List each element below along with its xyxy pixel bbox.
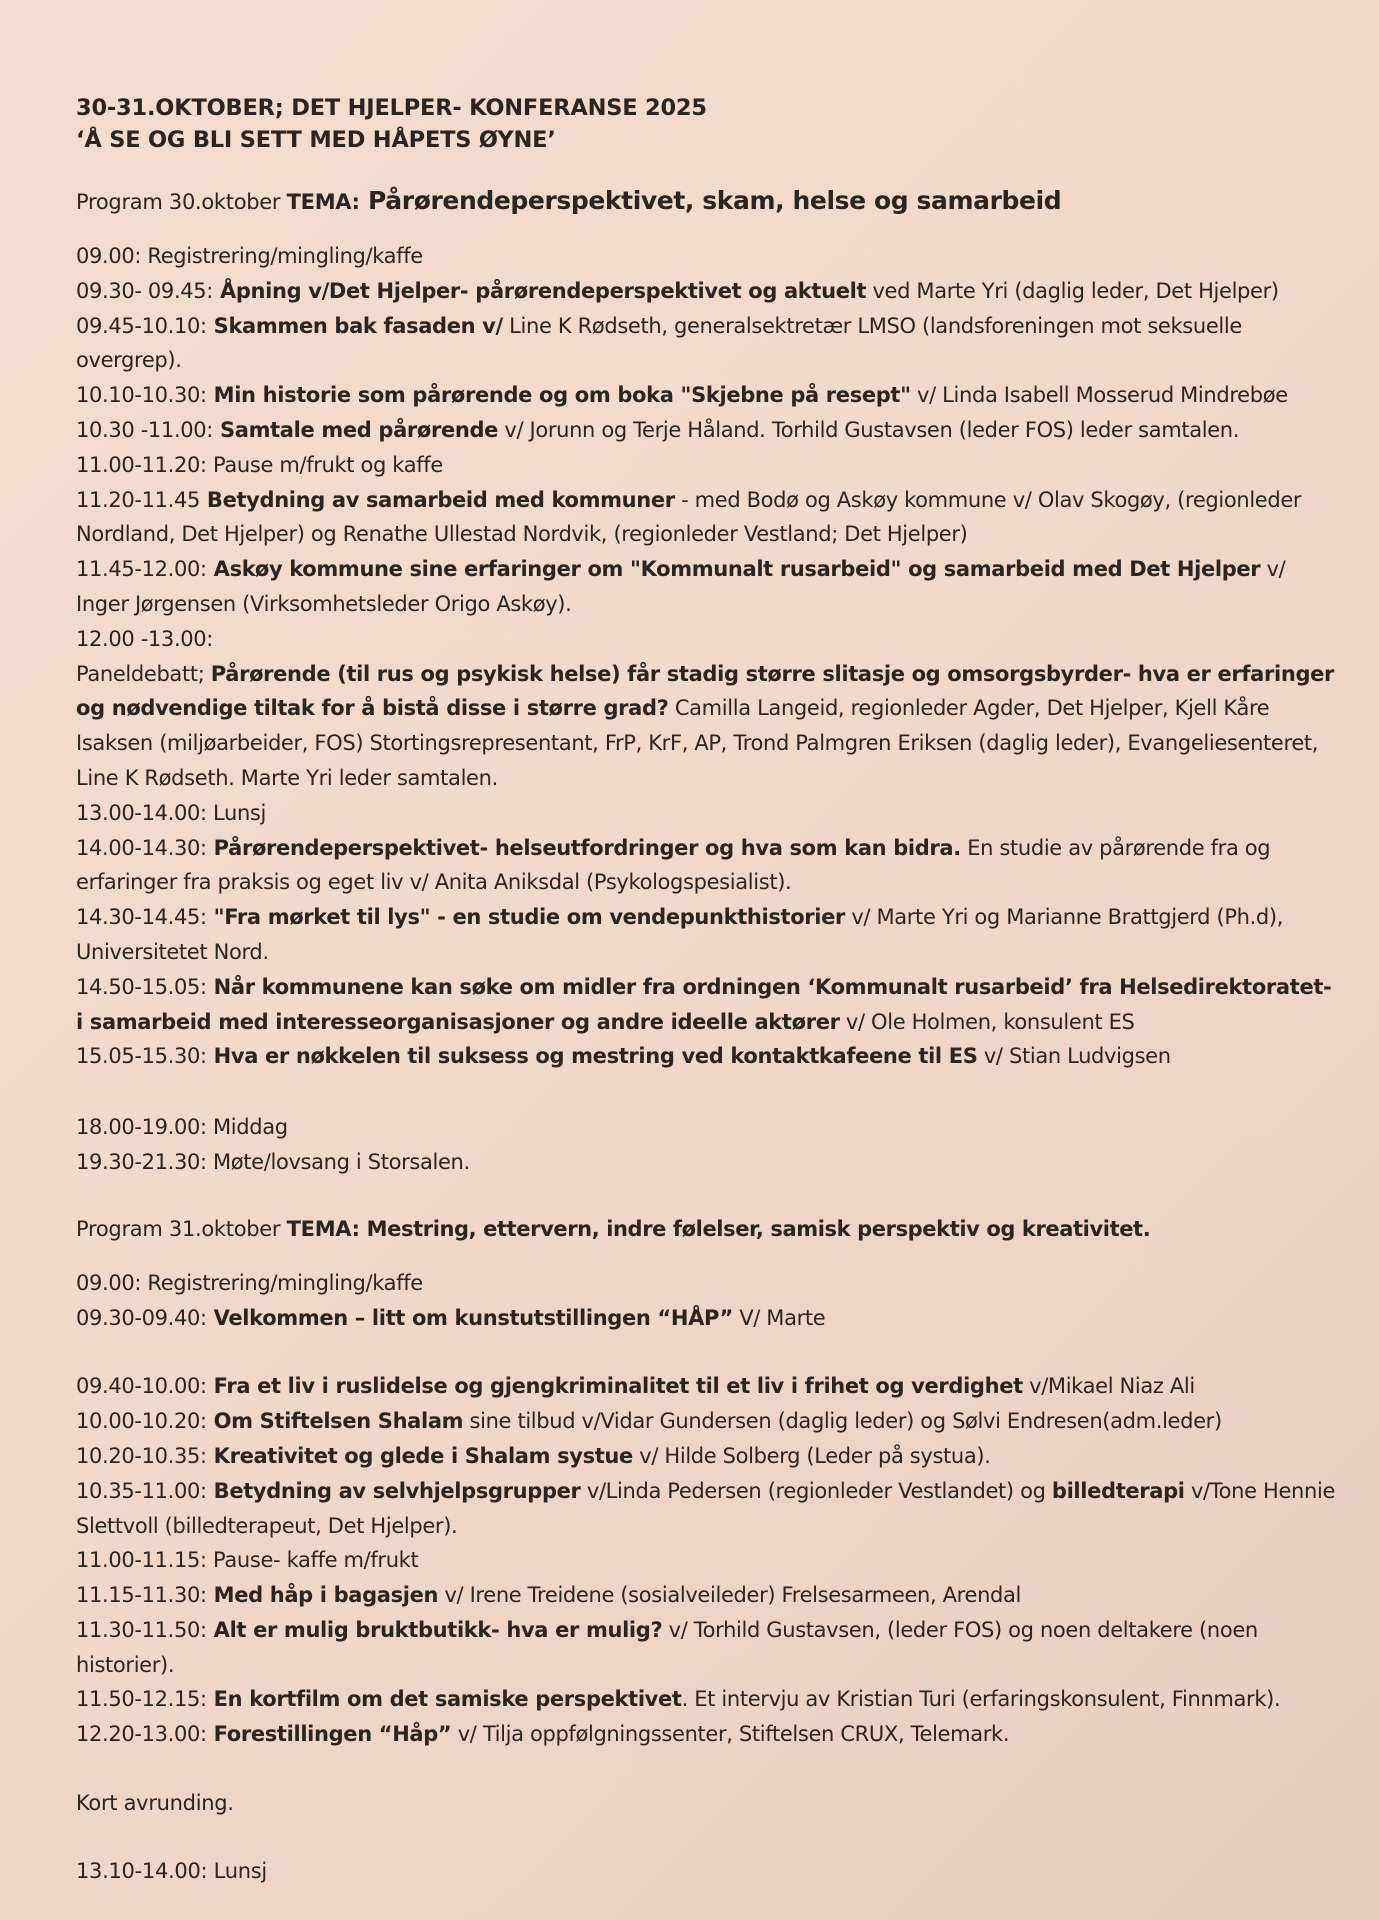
agenda-item: [76, 622, 1339, 657]
agenda-time: 09.40-10.00:: [76, 1374, 207, 1399]
day1-theme: Pårørendeperspektivet, skam, helse og samarbeid: [359, 186, 1062, 215]
day2-agenda-opening: [76, 1266, 1339, 1336]
agenda-time: 12.00 -13.00:: [76, 626, 214, 651]
agenda-time: 19.30-21.30:: [76, 1149, 207, 1174]
agenda-session-title: Hva er nøkkelen til suksess og mestring ved kontaktkafeene til ES: [206, 1044, 978, 1069]
agenda-text: v/ Ole Holmen, konsulent ES: [839, 1009, 1135, 1034]
agenda-time: 11.00-11.15:: [76, 1548, 207, 1573]
agenda-item: [76, 448, 1339, 483]
agenda-item: [76, 1039, 1339, 1074]
agenda-item: [76, 1578, 1339, 1613]
closing-note: Kort avrunding.: [76, 1791, 234, 1816]
agenda-text: Lunsj: [206, 800, 267, 825]
agenda-item: [76, 900, 1339, 970]
agenda-text: V/ Marte: [732, 1305, 826, 1330]
day2-heading: [76, 1214, 1339, 1244]
agenda-time: 14.00-14.30:: [76, 835, 207, 860]
agenda-item: [76, 274, 1339, 309]
agenda-time: 11.45-12.00:: [76, 557, 207, 582]
agenda-session-title: Åpning v/Det Hjelper- pårørendeperspektivet og aktuelt: [213, 278, 867, 303]
agenda-item: [76, 309, 1339, 379]
agenda-item: [76, 378, 1339, 413]
agenda-text: v/Tone Hennie Slettvoll (billedterapeut, Det Hjelper).: [76, 1478, 1336, 1538]
agenda-item: [76, 483, 1339, 553]
day2-program-label: Program 31.oktober: [76, 1216, 287, 1241]
agenda-text: v/ Torhild Gustavsen, (leder FOS) og noen deltakere (noen historier).: [76, 1617, 1258, 1677]
agenda-text: v/ Linda Isabell Mosserud Mindrebøe: [910, 383, 1288, 408]
agenda-time: 14.30-14.45:: [76, 905, 207, 930]
agenda-session-title: Om Stiftelsen Shalam: [206, 1409, 464, 1434]
agenda-text: . Et intervju av Kristian Turi (erfaringskonsulent, Finnmark).: [681, 1687, 1281, 1712]
day1-theme-label: TEMA:: [286, 190, 360, 214]
agenda-item: [76, 796, 1339, 831]
agenda-session-title: Kreativitet og glede i Shalam systue: [206, 1443, 633, 1468]
agenda-time: 10.35-11.00:: [76, 1478, 207, 1503]
agenda-item: [76, 1110, 1339, 1145]
agenda-time: 11.30-11.50:: [76, 1617, 207, 1642]
agenda-text: Middag: [206, 1115, 288, 1140]
agenda-item: [76, 1369, 1339, 1404]
agenda-session-title: Min historie som pårørende og om boka "Skjebne på resept": [206, 383, 911, 408]
agenda-text: Registrering/mingling/kaffe: [141, 244, 423, 268]
agenda-session-title: Velkommen – litt om kunstutstillingen “HÅP”: [206, 1305, 733, 1330]
agenda-item: [76, 1301, 1339, 1336]
agenda-text: Pause- kaffe m/frukt: [206, 1548, 419, 1573]
agenda-text: En studie av pårørende fra og erfaringer fra praksis og eget liv v/ Anita Aniksdal (Psykologspesialist).: [76, 835, 1271, 895]
agenda-time: 09.00:: [76, 244, 142, 268]
agenda-text: Pause m/frukt og kaffe: [206, 452, 443, 477]
day1-agenda: [76, 239, 1339, 1074]
agenda-item: [76, 1145, 1339, 1180]
agenda-item: [76, 239, 1339, 274]
agenda-text: Registrering/mingling/kaffe: [141, 1270, 423, 1295]
agenda-session-title: Betydning av samarbeid med kommuner: [199, 487, 675, 512]
agenda-text: sine tilbud v/Vidar Gundersen (daglig leder) og Sølvi Endresen(adm.leder): [463, 1409, 1222, 1434]
agenda-session-title: Fra et liv i ruslidelse og gjengkriminalitet til et liv i frihet og verdighet: [206, 1374, 1023, 1399]
day2-agenda-sessions: [76, 1369, 1339, 1752]
agenda-text: v/Linda Pedersen (regionleder Vestlandet) og: [580, 1478, 1052, 1503]
agenda-session-title: Skammen bak fasaden v/: [206, 313, 503, 338]
day2-theme: Mestring, ettervern, indre følelser, samisk perspektiv og kreativitet.: [359, 1216, 1151, 1241]
agenda-text: v/ Hilde Solberg (Leder på systua).: [632, 1443, 991, 1468]
agenda-session-title: Når kommunene kan søke om midler fra ordningen ‘Kommunalt rusarbeid’ fra Helsedirektoratet- i samarbeid med interesseorganisasjoner og andre ideelle aktører: [76, 974, 1332, 1034]
agenda-text: v/Mikael Niaz Ali: [1022, 1374, 1195, 1399]
agenda-time: 09.30- 09.45:: [76, 278, 214, 303]
agenda-item: [76, 1613, 1339, 1683]
agenda-item: [76, 657, 1339, 796]
agenda-time: 10.10-10.30:: [76, 383, 207, 408]
agenda-time: 10.00-10.20:: [76, 1409, 207, 1434]
agenda-time: 18.00-19.00:: [76, 1115, 207, 1140]
conference-title-line-2: ‘Å SE OG BLI SETT MED HÅPETS ØYNE’: [76, 127, 556, 153]
agenda-item: [76, 1439, 1339, 1474]
agenda-item: [76, 831, 1339, 901]
agenda-session-title: Pårørendeperspektivet- helseutfordringer og hva som kan bidra.: [206, 835, 961, 860]
agenda-text: v/ Marte Yri og Marianne Brattgjerd (Ph.d), Universitetet Nord.: [76, 905, 1284, 964]
agenda-text: Camilla Langeid, regionleder Agder, Det Hjelper, Kjell Kåre Isaksen (miljøarbeider, FOS) Stortingsrepresentant, FrP, KrF, AP, Trond Palmgren Eriksen (daglig leder), Evangeliesenteret, Line K Rødseth. Marte Yri leder samtalen.: [76, 696, 1319, 790]
day1-program-label: Program 30.oktober: [76, 190, 287, 214]
agenda-text: Line K Rødseth, generalsektretær LMSO (landsforeningen mot seksuelle overgrep).: [76, 313, 1242, 373]
agenda-time: 11.20-11.45: [76, 487, 200, 512]
agenda-session-title: billedterapi: [1051, 1478, 1185, 1503]
agenda-time: 11.15-11.30:: [76, 1583, 207, 1608]
conference-title: [76, 92, 1339, 156]
day1-heading: [76, 186, 1339, 217]
agenda-time: 12.20-13.00:: [76, 1722, 207, 1747]
agenda-text: - med Bodø og Askøy kommune v/ Olav Skogøy, (regionleder Nordland, Det Hjelper) og Renathe Ullestad Nordvik, (regionleder Vestland; Det Hjelper): [76, 487, 1302, 547]
day2-theme-label: TEMA:: [286, 1216, 360, 1241]
agenda-time: 09.45-10.10:: [76, 313, 207, 338]
agenda-item: [76, 552, 1339, 622]
agenda-text: Paneldebatt;: [76, 661, 211, 686]
conference-title-line-1: 30-31.OKTOBER; DET HJELPER- KONFERANSE 2025: [76, 95, 707, 121]
closing-lunch: 13.10-14.00: Lunsj: [76, 1859, 267, 1884]
agenda-session-title: Pårørende (til rus og psykisk helse) får stadig større slitasje og omsorgsbyrder- hva er erfaringer og nødvendige tiltak for å bistå disse i større grad?: [76, 661, 1335, 721]
agenda-time: 09.00:: [76, 1270, 142, 1295]
agenda-session-title: Askøy kommune sine erfaringer om "Kommunalt rusarbeid" og samarbeid med Det Hjelper: [206, 557, 1261, 582]
agenda-item: [76, 1682, 1339, 1717]
agenda-session-title: En kortfilm om det samiske perspektivet: [206, 1687, 682, 1712]
agenda-session-title: Betydning av selvhjelpsgrupper: [206, 1478, 581, 1503]
agenda-item: [76, 1266, 1339, 1301]
agenda-session-title: Alt er mulig bruktbutikk- hva er mulig?: [206, 1617, 663, 1642]
agenda-item: [76, 1474, 1339, 1544]
agenda-text: v/ Tilja oppfølgningssenter, Stiftelsen CRUX, Telemark.: [451, 1722, 1010, 1747]
agenda-text: Møte/lovsang i Storsalen.: [206, 1149, 470, 1174]
agenda-text: v/ Stian Ludvigsen: [977, 1044, 1171, 1069]
day1-evening-agenda: [76, 1110, 1339, 1180]
agenda-text: v/ Jorunn og Terje Håland. Torhild Gustavsen (leder FOS) leder samtalen.: [498, 417, 1240, 442]
agenda-text: ved Marte Yri (daglig leder, Det Hjelper): [866, 278, 1279, 303]
agenda-time: 09.30-09.40:: [76, 1305, 207, 1330]
agenda-time: 10.20-10.35:: [76, 1443, 207, 1468]
agenda-item: [76, 1404, 1339, 1439]
agenda-item: [76, 1543, 1339, 1578]
agenda-text: v/ Inger Jørgensen (Virksomhetsleder Origo Askøy).: [76, 557, 1286, 616]
agenda-time: 13.00-14.00:: [76, 800, 207, 825]
agenda-session-title: Samtale med pårørende: [213, 417, 499, 442]
agenda-item: [76, 1717, 1339, 1752]
agenda-text: v/ Irene Treidene (sosialveileder) Frelsesarmeen, Arendal: [438, 1583, 1022, 1608]
agenda-session-title: Med håp i bagasjen: [206, 1583, 439, 1608]
agenda-item: [76, 970, 1339, 1040]
agenda-time: 11.50-12.15:: [76, 1687, 207, 1712]
agenda-session-title: "Fra mørket til lys" - en studie om vendepunkthistorier: [206, 905, 846, 930]
agenda-time: 14.50-15.05:: [76, 974, 207, 999]
agenda-session-title: Forestillingen “Håp”: [206, 1722, 452, 1747]
agenda-item: [76, 413, 1339, 448]
agenda-time: 10.30 -11.00:: [76, 417, 214, 442]
agenda-time: 11.00-11.20:: [76, 452, 207, 477]
agenda-time: 15.05-15.30:: [76, 1044, 207, 1069]
